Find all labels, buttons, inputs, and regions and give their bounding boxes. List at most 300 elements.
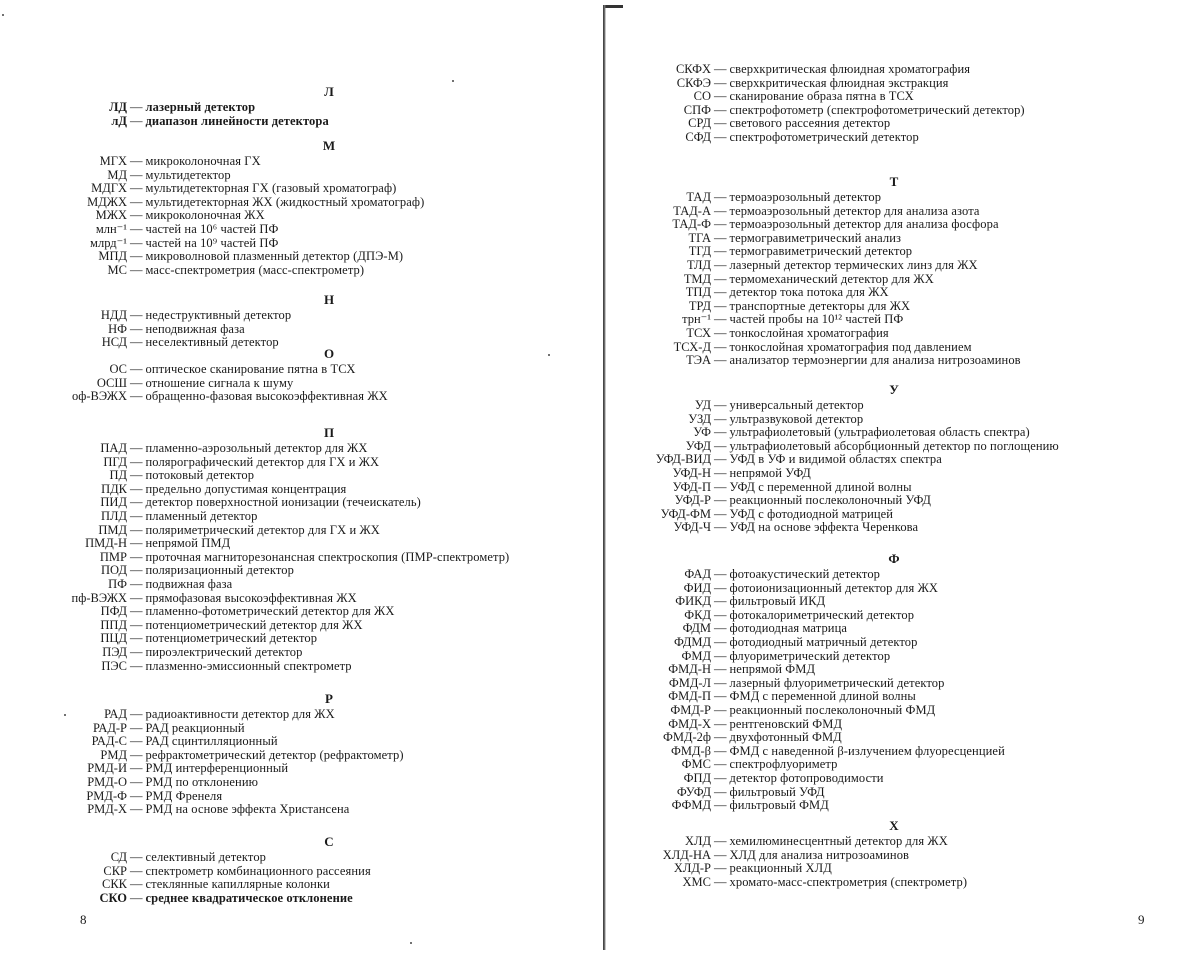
glossary-entry — [108, 577, 233, 591]
entry-definition: термоаэрозольный детектор для анализа фосфора — [729, 217, 999, 232]
entry-definition: поляриметрический детектор для ГХ и ЖХ — [145, 522, 380, 537]
glossary-entry — [95, 208, 265, 223]
entry-definition: детектор тока потока для ЖХ — [729, 285, 889, 300]
entry-dash: — — [130, 775, 143, 789]
entry-dash: — — [130, 321, 143, 336]
entry-definition: пламенно-фотометрический детектор для ЖХ — [145, 604, 395, 619]
glossary-entry — [99, 549, 510, 564]
entry-dash: — — [130, 802, 143, 817]
entry-abbreviation: УФД-Н — [672, 466, 711, 480]
entry-definition: фильтровый УФД — [729, 784, 825, 799]
section-letter-heading: Н — [323, 292, 335, 307]
entry-definition: полярографический детектор для ГХ и ЖХ — [145, 454, 380, 469]
entry-definition: микроколоночная ЖХ — [145, 208, 265, 223]
entry-dash: — — [714, 326, 727, 340]
entry-definition: пламенно-аэрозольный детектор для ЖХ — [145, 441, 368, 455]
entry-abbreviation: ФМД-Н — [668, 662, 711, 677]
entry-dash: — — [714, 689, 727, 704]
entry-definition: РМД по отклонению — [145, 775, 259, 789]
entry-abbreviation: млн⁻¹ — [95, 222, 127, 236]
entry-definition: реакционный послеколоночный ФМД — [729, 703, 936, 717]
entry-definition: термомеханический детектор для ЖХ — [729, 271, 934, 286]
glossary-entry — [668, 662, 816, 677]
glossary-entry — [683, 102, 1025, 117]
glossary-entry — [668, 716, 843, 731]
glossary-entry — [102, 645, 303, 659]
glossary-entry — [98, 522, 380, 537]
entry-definition: недеструктивный детектор — [145, 308, 292, 322]
glossary-entry — [675, 594, 826, 609]
glossary-entry — [99, 154, 261, 168]
entry-abbreviation: СКК — [101, 877, 127, 892]
entry-definition: непрямой ПМД — [145, 536, 231, 551]
entry-dash: — — [714, 398, 727, 412]
glossary-entry — [100, 495, 421, 510]
entry-definition: реакционный ХЛД — [729, 861, 832, 876]
entry-definition: РМД на основе эффекта Христансена — [145, 802, 350, 817]
glossary-entry — [673, 861, 832, 876]
entry-definition: тонкослойная хроматография под давлением — [729, 339, 972, 354]
entry-abbreviation: ФМД-Х — [668, 716, 711, 731]
entry-abbreviation: ТЭА — [686, 353, 711, 368]
entry-abbreviation: ППД — [100, 617, 127, 632]
entry-definition: УФД на основе эффекта Черенкова — [729, 520, 919, 535]
entry-definition: лазерный флуориметрический детектор — [729, 675, 945, 690]
glossary-entry — [685, 438, 1059, 453]
glossary-entry — [683, 771, 884, 785]
glossary-entry — [100, 308, 292, 322]
entry-abbreviation: НСД — [101, 335, 127, 350]
entry-abbreviation: ТПД — [685, 285, 711, 300]
entry-dash: — — [714, 312, 727, 327]
glossary-entry — [682, 312, 904, 327]
glossary-entry — [90, 235, 279, 250]
glossary-entry — [655, 452, 942, 467]
entry-abbreviation: ФАД — [684, 567, 711, 581]
entry-abbreviation: НДД — [100, 308, 127, 322]
entry-abbreviation: МГХ — [99, 154, 127, 168]
entry-dash: — — [714, 520, 727, 535]
section-letter-heading: П — [323, 425, 335, 440]
entry-dash: — — [714, 339, 727, 354]
entry-dash: — — [714, 298, 727, 313]
glossary-entry — [682, 621, 848, 636]
section-letter-heading: Х — [889, 818, 899, 833]
glossary-entry — [674, 635, 918, 649]
entry-abbreviation: УФД-П — [672, 479, 711, 494]
entry-abbreviation: ПАД — [100, 441, 127, 455]
glossary-entry — [109, 362, 356, 376]
glossary-entry — [688, 411, 864, 426]
entry-dash: — — [714, 130, 727, 144]
entry-dash: — — [130, 454, 143, 469]
entry-dash: — — [130, 495, 143, 510]
entry-dash: — — [714, 594, 727, 609]
entry-dash: — — [130, 222, 143, 236]
entry-abbreviation: РМД-Ф — [86, 788, 127, 803]
glossary-entry — [101, 335, 279, 350]
glossary-entry — [98, 249, 404, 264]
entry-definition: фотоакустический детектор — [729, 567, 881, 581]
entry-definition: спектрофотометр (спектрофотометрический детектор) — [729, 102, 1025, 117]
entry-abbreviation: ФМС — [681, 757, 711, 772]
entry-definition: термоаэрозольный детектор для анализа азота — [729, 203, 980, 218]
entry-abbreviation: ФКД — [684, 607, 711, 622]
entry-definition: ФМД с переменной длиной волны — [729, 689, 916, 704]
entry-dash: — — [130, 235, 143, 250]
entry-dash: — — [130, 375, 143, 390]
glossary-entry — [686, 353, 1021, 368]
entry-dash: — — [130, 720, 143, 735]
glossary-entry — [671, 798, 829, 813]
entry-definition: непрямой УФД — [729, 466, 811, 480]
entry-definition: ультрафиолетовый (ультрафиолетовая область спектра) — [729, 425, 1030, 440]
glossary-entry — [662, 847, 910, 862]
entry-dash: — — [714, 466, 727, 480]
entry-dash: — — [130, 154, 143, 168]
glossary-entry — [682, 874, 968, 889]
scan-speck — [452, 80, 454, 82]
glossary-entry — [100, 747, 404, 762]
glossary-entry — [71, 590, 357, 605]
entry-dash: — — [714, 285, 727, 300]
entry-definition: ультрафиолетовый абсорбционный детектор по поглощению — [729, 438, 1059, 453]
entry-abbreviation: РМД — [100, 747, 127, 762]
glossary-entry — [672, 479, 912, 494]
entry-definition: сверхкритическая флюидная хроматография — [729, 62, 971, 76]
entry-abbreviation: ПМД-Н — [85, 536, 127, 551]
entry-abbreviation: ПОД — [101, 563, 127, 578]
entry-dash: — — [130, 707, 143, 721]
entry-abbreviation: ФМД-Р — [670, 703, 711, 717]
entry-definition: РМД Френеля — [145, 788, 223, 803]
glossary-entry — [101, 877, 330, 892]
entry-definition: мультидетектор — [145, 167, 231, 182]
entry-dash: — — [714, 648, 727, 663]
section-letter-heading: С — [324, 834, 334, 849]
scan-speck — [548, 354, 550, 356]
entry-abbreviation: ПФД — [100, 604, 127, 619]
entry-dash: — — [714, 479, 727, 494]
glossary-entry — [673, 339, 972, 354]
entry-abbreviation: РАД-Р — [92, 720, 127, 735]
entry-dash: — — [130, 181, 143, 196]
glossary-entry — [686, 326, 889, 340]
glossary-entry — [672, 466, 811, 480]
glossary-entry — [108, 321, 245, 336]
glossary-entry — [684, 607, 915, 622]
entry-definition: предельно допустимая концентрация — [145, 481, 347, 496]
glossary-entry — [670, 703, 936, 717]
entry-abbreviation: ХЛД-НА — [662, 847, 711, 862]
entry-definition: потенциометрический детектор для ЖХ — [145, 617, 363, 632]
entry-definition: реакционный послеколоночный УФД — [729, 493, 932, 508]
entry-dash: — — [714, 874, 727, 889]
entry-abbreviation: НФ — [108, 321, 127, 336]
entry-dash: — — [714, 190, 727, 204]
entry-abbreviation: СКФХ — [675, 62, 711, 76]
entry-dash: — — [714, 75, 727, 90]
entry-abbreviation: УФД-Ч — [673, 520, 711, 535]
entry-definition: микроколоночная ГХ — [145, 154, 261, 168]
glossary-entry — [668, 689, 916, 704]
entry-abbreviation: ФПД — [683, 771, 711, 785]
entry-abbreviation: ТАД-А — [673, 203, 711, 218]
glossary-entry — [110, 850, 267, 864]
entry-dash: — — [130, 522, 143, 537]
entry-definition: прямофазовая высокоэффективная ЖХ — [145, 590, 357, 605]
glossary-entry — [104, 707, 335, 721]
glossary-entry — [71, 389, 388, 404]
entry-abbreviation: ТГД — [688, 244, 711, 259]
entry-abbreviation: ХМС — [682, 874, 711, 889]
entry-dash: — — [714, 271, 727, 286]
entry-definition: ХЛД для анализа нитрозоаминов — [729, 847, 910, 862]
entry-definition: светового рассеяния детектор — [729, 116, 891, 131]
right-page — [600, 0, 1200, 955]
entry-definition: радиоактивности детектор для ЖХ — [145, 707, 335, 721]
entry-dash: — — [130, 113, 143, 128]
entry-definition: частей пробы на 10¹² частей ПФ — [729, 312, 904, 327]
entry-abbreviation: МЖХ — [95, 208, 127, 223]
entry-definition: неселективный детектор — [145, 335, 279, 350]
entry-abbreviation: МДЖХ — [87, 194, 127, 209]
entry-dash: — — [714, 784, 727, 799]
entry-definition: термогравиметрический анализ — [729, 230, 902, 245]
glossary-entry — [91, 734, 278, 749]
entry-definition: поляризационный детектор — [145, 563, 294, 578]
entry-definition: рентгеновский ФМД — [729, 716, 843, 731]
entry-abbreviation: МС — [107, 262, 127, 277]
entry-definition: транспортные детекторы для ЖХ — [729, 298, 911, 313]
entry-abbreviation: МПД — [98, 249, 127, 264]
scan-speck — [64, 714, 66, 716]
glossary-entry — [87, 761, 289, 776]
entry-definition: детектор фотопроводимости — [729, 771, 884, 785]
entry-dash: — — [130, 734, 143, 749]
entry-dash: — — [130, 863, 143, 878]
entry-abbreviation: ХЛД-Р — [673, 861, 711, 876]
entry-abbreviation: СКФЭ — [676, 75, 711, 90]
entry-dash: — — [130, 658, 143, 673]
entry-abbreviation: ПЭС — [101, 658, 127, 673]
entry-dash: — — [130, 208, 143, 223]
entry-definition: ФМД с наведенной β-излучением флуоресценцией — [729, 743, 1005, 758]
entry-dash: — — [130, 604, 143, 619]
entry-abbreviation: ПД — [109, 468, 127, 483]
entry-dash: — — [130, 167, 143, 182]
entry-definition: термоаэрозольный детектор — [729, 190, 882, 204]
glossary-entry — [96, 375, 294, 390]
glossary-entry — [100, 631, 318, 646]
entry-definition: фотоионизационный детектор для ЖХ — [729, 580, 939, 595]
entry-dash: — — [130, 877, 143, 892]
glossary-entry — [87, 802, 350, 817]
glossary-entry — [670, 743, 1005, 758]
glossary-entry — [686, 190, 882, 204]
entry-definition: флуориметрический детектор — [729, 648, 891, 663]
entry-definition: мультидетекторная ЖХ (жидкостный хроматограф) — [145, 194, 425, 209]
entry-definition: селективный детектор — [145, 850, 267, 864]
entry-definition: двухфотонный ФМД — [729, 730, 842, 745]
glossary-entry — [681, 648, 891, 663]
entry-abbreviation: ПФ — [108, 577, 127, 591]
glossary-entry — [85, 536, 231, 551]
entry-dash: — — [130, 631, 143, 646]
entry-abbreviation: ФИКД — [675, 594, 711, 609]
entry-abbreviation: млрд⁻¹ — [90, 235, 127, 250]
glossary-entry — [87, 775, 259, 789]
entry-definition: мультидетекторная ГХ (газовый хроматограф) — [145, 181, 397, 196]
entry-dash: — — [714, 506, 727, 521]
glossary-entry — [688, 244, 913, 259]
glossary-entry — [676, 784, 825, 799]
entry-abbreviation: ТСХ — [686, 326, 711, 340]
entry-definition: термогравиметрический детектор — [729, 244, 913, 259]
entry-dash: — — [714, 102, 727, 117]
entry-abbreviation: УД — [694, 398, 711, 412]
entry-dash: — — [714, 203, 727, 218]
glossary-entry — [99, 890, 353, 905]
entry-dash: — — [130, 249, 143, 264]
entry-abbreviation: ФИД — [683, 580, 711, 595]
entry-definition: РМД интерференционный — [145, 761, 289, 776]
entry-definition: лазерный детектор — [145, 100, 256, 114]
entry-definition: УФД с фотодиодной матрицей — [729, 506, 894, 521]
glossary-entry — [684, 567, 881, 581]
glossary-entry — [100, 509, 258, 523]
page-number-left: 8 — [80, 912, 87, 927]
entry-definition: сверхкритическая флюидная экстракция — [729, 75, 949, 90]
entry-definition: частей на 10⁶ частей ПФ — [145, 222, 279, 236]
glossary-entry — [86, 788, 223, 803]
entry-dash: — — [714, 847, 727, 862]
entry-abbreviation: РМД-О — [87, 775, 127, 789]
entry-dash: — — [130, 563, 143, 578]
entry-dash: — — [130, 536, 143, 551]
entry-dash: — — [714, 703, 727, 717]
entry-abbreviation: УФД-ФМ — [660, 506, 711, 521]
entry-abbreviation: ФМД-β — [670, 743, 711, 758]
entry-abbreviation: МДГХ — [91, 181, 127, 196]
glossary-entry — [688, 230, 902, 245]
entry-abbreviation: лД — [111, 113, 127, 128]
entry-definition: универсальный детектор — [729, 398, 864, 412]
entry-dash: — — [714, 217, 727, 232]
scan-speck — [410, 942, 412, 944]
glossary-entry — [107, 262, 365, 277]
glossary-entry — [111, 113, 329, 128]
entry-dash: — — [714, 567, 727, 581]
entry-abbreviation: СО — [693, 89, 711, 104]
entry-definition: ультразвуковой детектор — [729, 411, 864, 426]
entry-dash: — — [714, 438, 727, 453]
entry-dash: — — [130, 761, 143, 776]
glossary-entry — [662, 730, 842, 745]
entry-definition: сканирование образа пятна в ТСХ — [729, 89, 914, 104]
entry-definition: УФД с переменной длиной волны — [729, 479, 912, 494]
entry-dash: — — [130, 645, 143, 659]
entry-dash: — — [130, 389, 143, 404]
glossary-entry — [660, 506, 894, 521]
entry-definition: обращенно-фазовая высокоэффективная ЖХ — [145, 389, 388, 404]
glossary-entry — [103, 454, 380, 469]
glossary-entry — [101, 563, 294, 578]
glossary-entry — [673, 203, 980, 218]
entry-abbreviation: ЛД — [109, 100, 127, 114]
glossary-entry — [688, 298, 911, 313]
entry-definition: спектрометр комбинационного рассеяния — [145, 863, 371, 878]
entry-abbreviation: ОСШ — [96, 375, 127, 390]
entry-abbreviation: ТАД-Ф — [672, 217, 711, 232]
entry-abbreviation: СКР — [103, 863, 127, 878]
entry-definition: микроволновой плазменный детектор (ДПЭ-М) — [145, 249, 404, 264]
glossary-entry — [103, 863, 371, 878]
glossary-entry — [672, 217, 999, 232]
entry-dash: — — [714, 580, 727, 595]
entry-dash: — — [714, 258, 727, 272]
entry-definition: частей на 10⁹ частей ПФ — [145, 235, 279, 250]
entry-abbreviation: РАД — [104, 707, 127, 721]
entry-dash: — — [714, 730, 727, 745]
glossary-entry — [101, 481, 347, 496]
entry-definition: непрямой ФМД — [729, 662, 816, 677]
entry-definition: оптическое сканирование пятна в ТСХ — [145, 362, 356, 376]
entry-definition: фильтровый ФМД — [729, 798, 829, 813]
entry-definition: неподвижная фаза — [145, 321, 245, 336]
entry-definition: фотодиодный матричный детектор — [729, 635, 918, 649]
glossary-entry — [87, 194, 425, 209]
entry-dash: — — [714, 116, 727, 131]
entry-dash: — — [714, 244, 727, 259]
entry-dash: — — [714, 716, 727, 731]
entry-dash: — — [130, 468, 143, 483]
entry-definition: фотокалориметрический детектор — [729, 607, 915, 622]
entry-abbreviation: ХЛД — [684, 834, 711, 848]
entry-dash: — — [130, 890, 143, 905]
entry-dash: — — [130, 335, 143, 350]
entry-definition: хемилюминесцентный детектор для ЖХ — [729, 834, 948, 848]
entry-abbreviation: ТЛД — [686, 258, 711, 272]
entry-definition: потенциометрический детектор — [145, 631, 318, 646]
entry-abbreviation: ФДМД — [674, 635, 711, 649]
entry-dash: — — [130, 509, 143, 523]
entry-dash: — — [130, 441, 143, 455]
entry-abbreviation: СКО — [99, 890, 127, 905]
entry-dash: — — [130, 788, 143, 803]
entry-dash: — — [130, 577, 143, 591]
glossary-entry — [674, 493, 932, 508]
scan-speck — [2, 14, 4, 16]
glossary-entry — [684, 834, 948, 848]
entry-dash: — — [714, 798, 727, 813]
entry-abbreviation: ТАД — [686, 190, 711, 204]
entry-definition: потоковый детектор — [145, 468, 255, 483]
entry-definition: хромато-масс-спектрометрия (спектрометр) — [729, 874, 968, 889]
entry-abbreviation: УЗД — [688, 411, 711, 426]
entry-definition: диапазон линейности детектора — [145, 113, 329, 128]
entry-dash: — — [714, 89, 727, 104]
entry-dash: — — [130, 850, 143, 864]
entry-abbreviation: ФДМ — [682, 621, 711, 636]
entry-definition: пламенный детектор — [145, 509, 258, 523]
glossary-entry — [101, 658, 352, 673]
entry-abbreviation: УФД-Р — [674, 493, 711, 508]
entry-definition: отношение сигнала к шуму — [145, 375, 294, 390]
entry-dash: — — [714, 621, 727, 636]
entry-definition: масс-спектрометрия (масс-спектрометр) — [145, 262, 365, 277]
entry-dash: — — [130, 100, 143, 114]
